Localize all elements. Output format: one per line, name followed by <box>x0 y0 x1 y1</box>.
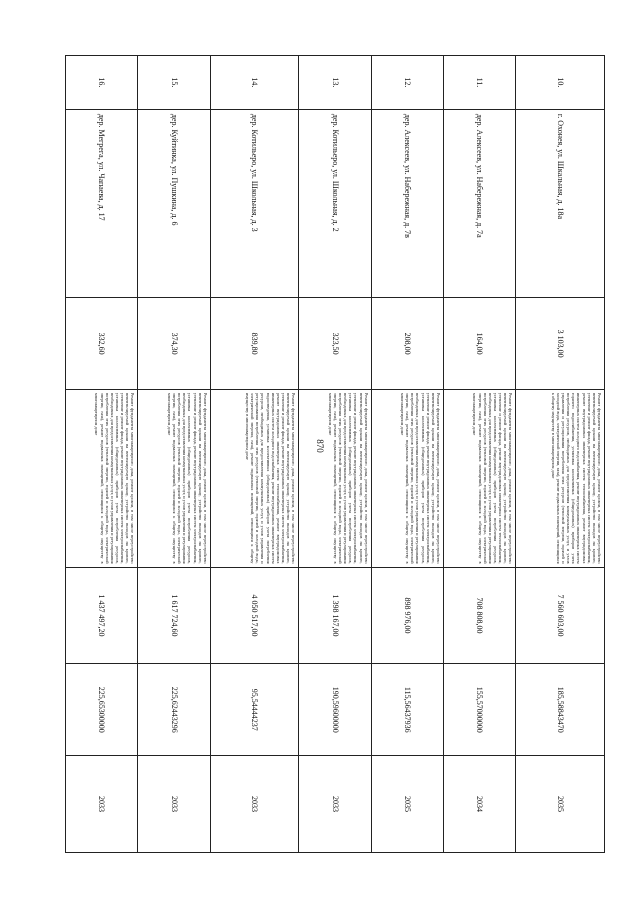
works-description-cell: Ремонт фундамента многоквартирного дома, ремонт кровли, в том числе переустройство невентилируемой крыши на вентилируемую крышу, устройство выходов на кровлю, утепление и ремонт фасада, ремонт внутридомовых инженерных систем электроснабжения, установка коллективных (общедомовых) приборов учета потребления ресурсов, необходимых для предоставления коммунальных услуг, и узлов управления и регулирования потребления этих ресурсов (тепловой энергии, горячей и холодной воды, электрической энергии, газа), ремонт подвальных помещений, относящихся к общему имуществу в многоквартирном доме <box>299 389 371 567</box>
rotated-table-container <box>65 55 605 853</box>
works-description-cell: Ремонт фундамента многоквартирного дома, ремонт кровли, в том числе переустройство невентилируемой крыши на вентилируемую крышу, устройство выходов на кровлю, утепление и ремонт фасада, ремонт внутридомовых инженерных систем теплоснабжения, установка коллективных (общедомовых) приборов учета потребления ресурсов, необходимых для предоставления коммунальных услуг, и узлов управления и регулирования потребления этих ресурсов (тепловой энергии, горячей и холодной воды, электрической энергии, газа), ремонт подвальных помещений, относящихся к общему имуществу в многоквартирном доме <box>444 389 516 567</box>
area-cell: 164,00 <box>444 298 516 390</box>
address-cell: дер. Алексеев, ул. Набережная, д. 7в <box>371 109 443 297</box>
year-cell: 2033 <box>299 756 371 853</box>
table-row <box>299 56 371 853</box>
address-cell: дер. Котильеро, ул. Школьная, д. 3 <box>210 109 299 297</box>
works-description-cell: Ремонт фундамента многоквартирного дома, ремонт кровли, в том числе переустройство невентилируемой крыши на вентилируемую крышу, устройство выходов на кровлю, утепление и ремонт фасада, ремонт внутридомовых инженерных систем электроснабжения, установка коллективных (общедомовых) приборов учета потребления ресурсов, необходимых для предоставления коммунальных услуг, и узлов управления и регулирования потребления этих ресурсов (тепловой энергии, горячей и холодной воды, электрической энергии, газа), ремонт подвальных помещений, относящихся к общему имуществу в многоквартирном доме <box>66 389 138 567</box>
area-cell: 3 103,00 <box>516 298 605 390</box>
cost-cell: 708 808,00 <box>444 567 516 664</box>
unit-cost-cell: 190,59600000 <box>299 664 371 756</box>
unit-cost-cell: 95,54444237 <box>210 664 299 756</box>
works-description-cell: Ремонт фундамента многоквартирного дома, ремонт кровли, в том числе переустройство невентилируемой крыши на вентилируемую крышу, устройство выходов на кровлю, утепление и ремонт фасада, ремонт внутридомовых инженерных систем электроснабжения, установка коллективных (общедомовых) приборов учета потребления ресурсов, необходимых для предоставления коммунальных услуг, и узлов управления и регулирования потребления этих ресурсов (тепловой энергии, горячей и холодной воды, электрической энергии, газа), ремонт подвальных помещений, относящихся к общему имуществу в многоквартирном доме <box>138 389 210 567</box>
year-cell: 2034 <box>444 756 516 853</box>
table-row <box>516 56 605 853</box>
unit-cost-cell: 185,58843470 <box>516 664 605 756</box>
works-description-cell: Ремонт фундамента многоквартирного дома, ремонт кровли, в том числе переустройство невентилируемой крыши на вентилируемую крышу, устройство выходов на кровлю, утепление и ремонт фасада, ремонт внутридомовых инженерных систем электроснабжения, ремонт внутридомовых инженерных систем теплоснабжения, ремонт внутридомовых инженерных систем холодного водоснабжения, ремонт внутридомовых инженерных систем горячего водоснабжения, установка коллективных (общедомовых) приборов учета потребления ресурсов, необходимых для предоставления коммунальных услуг, и узлов управления и регулирования потребления этих ресурсов (тепловой энергии, горячей и холодной воды, электрической энергии, газа), ремонт подвальных помещений, относящихся к общему имуществу в многоквартирном доме <box>516 389 605 567</box>
area-cell: 332,60 <box>66 298 138 390</box>
address-cell: дер. Мегрега, ул. Чапаева, д. 17 <box>66 109 138 297</box>
cost-cell: 4 050 517,00 <box>210 567 299 664</box>
address-cell: дер. Куйтинка, ул. Пушкина, д. 6 <box>138 109 210 297</box>
table-row <box>66 56 138 853</box>
row-number: 10. <box>516 56 605 110</box>
year-cell: 2033 <box>138 756 210 853</box>
row-number: 12. <box>371 56 443 110</box>
row-number: 14. <box>210 56 299 110</box>
year-cell: 2033 <box>66 756 138 853</box>
address-cell: г. Охонея, ул. Шкальная, д. 18а <box>516 109 605 297</box>
cost-cell: 898 976,00 <box>371 567 443 664</box>
area-cell: 374,30 <box>138 298 210 390</box>
table-row <box>371 56 443 853</box>
year-cell: 2033 <box>210 756 299 853</box>
table-row <box>210 56 299 853</box>
table-row <box>444 56 516 853</box>
unit-cost-cell: 225,62443296 <box>138 664 210 756</box>
works-description-cell: Ремонт фундамента многоквартирного дома, ремонт кровли, в том числе переустройство невентилируемой крыши на вентилируемую крышу, устройство выходов на кровлю, утепление и ремонт фасада, ремонт внутридомовых инженерных систем электроснабжения, ремонт внутридомовых инженерных систем теплоснабжения, ремонт внутридомовых инженерных систем холодного водоснабжения, ремонт внутридомовых инженерных систем водоотведения, установка коллективных (общедомовых) приборов учета потребления ресурсов, необходимых для предоставления коммунальных услуг, и узлов управления и регулирования потребления этих ресурсов (тепловой энергии, горячей и холодной воды, электрической энергии, газа), ремонт подвальных помещений, относящихся к общему имуществу в многоквартирном доме <box>210 389 299 567</box>
unit-cost-cell: 225,65300000 <box>66 664 138 756</box>
repair-program-table <box>65 55 605 853</box>
table-row <box>138 56 210 853</box>
area-cell: 323,50 <box>299 298 371 390</box>
address-cell: дер. Алексеев, ул. Набережная, д. 7а <box>444 109 516 297</box>
area-cell: 208,00 <box>371 298 443 390</box>
works-description-cell: Ремонт фундамента многоквартирного дома, ремонт кровли, в том числе переустройство невентилируемой крыши на вентилируемую крышу, устройство выходов на кровлю, утепление и ремонт фасада, ремонт внутридомовых инженерных систем электроснабжения, установка коллективных (общедомовых) приборов учета потребления ресурсов, необходимых для предоставления коммунальных услуг, и узлов управления и регулирования потребления этих ресурсов (тепловой энергии, горячей и холодной воды, электрической энергии, газа), ремонт подвальных помещений, относящихся к общему имуществу в многоквартирном доме <box>371 389 443 567</box>
cost-cell: 1 437 497,20 <box>66 567 138 664</box>
row-number: 13. <box>299 56 371 110</box>
year-cell: 2035 <box>371 756 443 853</box>
row-number: 11. <box>444 56 516 110</box>
cost-cell: 1 617 724,60 <box>138 567 210 664</box>
table-body <box>66 56 605 853</box>
area-cell: 839,80 <box>210 298 299 390</box>
page-number: 870 <box>315 439 325 453</box>
unit-cost-cell: 155,57000000 <box>444 664 516 756</box>
cost-cell: 1 398 167,00 <box>299 567 371 664</box>
year-cell: 2035 <box>516 756 605 853</box>
row-number: 16. <box>66 56 138 110</box>
row-number: 15. <box>138 56 210 110</box>
address-cell: дер. Котильеро, ул. Школьная, д. 2 <box>299 109 371 297</box>
cost-cell: 7 560 603,00 <box>516 567 605 664</box>
unit-cost-cell: 115,56437936 <box>371 664 443 756</box>
